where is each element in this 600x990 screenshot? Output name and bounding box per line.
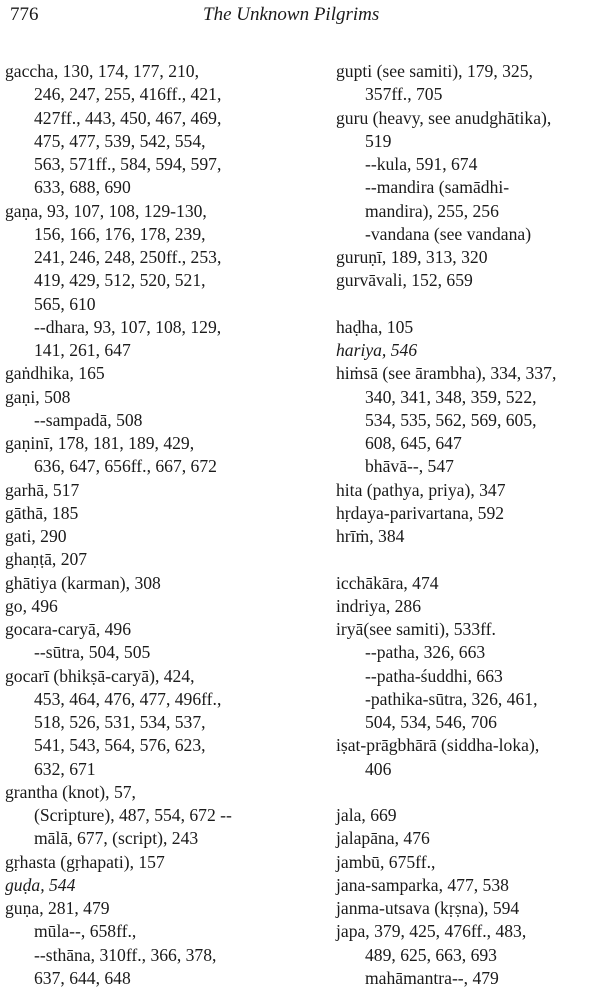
index-subentry: 141, 261, 647: [34, 340, 131, 360]
index-subentry: 156, 166, 176, 178, 239,: [34, 223, 206, 244]
index-subentry: 427ff., 443, 450, 467, 469,: [34, 107, 222, 128]
index-subentry: --patha, 326, 663: [365, 642, 486, 663]
index-entry: iṣat-prāgbhārā (siddha-loka),: [336, 735, 540, 756]
index-entry: hita (pathya, priya), 347: [336, 479, 506, 500]
index-entry: guruṇī, 189, 313, 320: [336, 247, 488, 267]
index-entry: jana-samparka, 477, 538: [336, 874, 509, 895]
index-subentry: 489, 625, 663, 693: [365, 944, 497, 965]
index-subentry: mahāmantra--, 479: [365, 967, 499, 988]
index-subentry: 475, 477, 539, 542, 554,: [34, 130, 206, 151]
index-subentry: --dhara, 93, 107, 108, 129,: [34, 316, 222, 337]
index-entry: gocara-caryā, 496: [5, 619, 132, 639]
index-subentry: 246, 247, 255, 416ff., 421,: [34, 84, 222, 105]
index-entry: gaṇi, 508: [5, 386, 71, 407]
index-subentry: 453, 464, 476, 477, 496ff.,: [34, 688, 222, 709]
index-subentry: --patha-śuddhi, 663: [365, 665, 503, 686]
index-subentry: -vandana (see vandana): [365, 223, 532, 244]
index-entry: guṇa, 281, 479: [5, 898, 110, 918]
index-section-gap: [336, 548, 598, 571]
index-subentry: --mandira (samādhi-: [365, 177, 510, 198]
running-title: The Unknown Pilgrims: [203, 4, 380, 25]
index-entry: gāthā, 185: [5, 502, 79, 523]
index-entry: grantha (knot), 57,: [5, 781, 136, 802]
index-entry: hrīṁ, 384: [336, 526, 405, 546]
index-entry: gaṇinī, 178, 181, 189, 429,: [5, 433, 195, 453]
index-entry: go, 496: [5, 595, 58, 616]
page-header: [0, 0, 600, 40]
index-entry: icchākāra, 474: [336, 572, 439, 593]
index-subentry: mandira), 255, 256: [365, 200, 499, 221]
index-entry: jalapāna, 476: [336, 828, 430, 849]
index-entry: japa, 379, 425, 476ff., 483,: [336, 921, 527, 942]
index-entry: indriya, 286: [336, 595, 422, 616]
index-subentry: bhāvā--, 547: [365, 456, 454, 477]
index-subentry: 541, 543, 564, 576, 623,: [34, 735, 206, 756]
index-section-gap: [336, 781, 598, 804]
index-entry: ghaṇṭā, 207: [5, 549, 88, 570]
index-column-left: [5, 60, 305, 990]
index-subentry: mūla--, 658ff.,: [34, 921, 137, 942]
index-entry: ghātiya (karman), 308: [5, 572, 161, 593]
index-entry: guru (heavy, see anudghātika),: [336, 107, 552, 128]
index-subentry: 632, 671: [34, 758, 96, 779]
index-entry: gaccha, 130, 174, 177, 210,: [5, 61, 199, 81]
index-subentry: --sūtra, 504, 505: [34, 642, 151, 663]
index-subentry: --sthāna, 310ff., 366, 378,: [34, 944, 217, 965]
index-entry: gaṅdhika, 165: [5, 363, 105, 384]
index-subentry: 633, 688, 690: [34, 177, 131, 198]
index-entry: garhā, 517: [5, 479, 80, 500]
index-subentry: mālā, 677, (script), 243: [34, 828, 199, 849]
index-entry: hiṁsā (see ārambha), 334, 337,: [336, 363, 557, 384]
index-subentry: 608, 645, 647: [365, 433, 462, 453]
index-subentry: 563, 571ff., 584, 594, 597,: [34, 154, 222, 174]
index-subentry: (Scripture), 487, 554, 672 --: [34, 805, 232, 825]
index-entry: haḍha, 105: [336, 316, 414, 337]
index-entry: gati, 290: [5, 526, 67, 546]
index-entry: guḍa, 544: [5, 874, 76, 895]
index-entry: jambū, 675ff.,: [336, 851, 436, 872]
index-entry: gupti (see samiti), 179, 325,: [336, 61, 533, 81]
index-entry: hṛdaya-parivartana, 592: [336, 502, 505, 523]
index-entry: jala, 669: [336, 805, 397, 825]
index-column-right: [336, 60, 598, 990]
index-subentry: 637, 644, 648: [34, 967, 131, 988]
index-entry: iryā(see samiti), 533ff.: [336, 619, 496, 639]
index-entry: janma-utsava (kṛṣna), 594: [336, 898, 520, 918]
index-subentry: 241, 246, 248, 250ff., 253,: [34, 247, 222, 267]
index-subentry: 357ff., 705: [365, 84, 443, 105]
index-section-gap: [336, 293, 598, 316]
index-subentry: 504, 534, 546, 706: [365, 712, 497, 732]
index-subentry: 406: [365, 758, 392, 779]
index-entry: gaṇa, 93, 107, 108, 129-130,: [5, 200, 207, 221]
index-entry: gurvāvali, 152, 659: [336, 270, 473, 291]
index-entry: gocarī (bhikṣā-caryā), 424,: [5, 665, 195, 686]
index-subentry: 534, 535, 562, 569, 605,: [365, 409, 537, 430]
index-subentry: 419, 429, 512, 520, 521,: [34, 270, 206, 291]
index-entry: gṛhasta (gṛhapati), 157: [5, 851, 165, 872]
index-subentry: -pathika-sūtra, 326, 461,: [365, 688, 538, 709]
index-entry: hariya, 546: [336, 340, 418, 360]
index-subentry: --kula, 591, 674: [365, 154, 478, 174]
index-subentry: 636, 647, 656ff., 667, 672: [34, 456, 217, 477]
index-subentry: 518, 526, 531, 534, 537,: [34, 712, 206, 732]
index-subentry: 519: [365, 130, 392, 151]
index-subentry: 565, 610: [34, 293, 96, 314]
index-subentry: 340, 341, 348, 359, 522,: [365, 386, 537, 407]
index-subentry: --sampadā, 508: [34, 409, 143, 430]
page-number: 776: [10, 4, 39, 25]
